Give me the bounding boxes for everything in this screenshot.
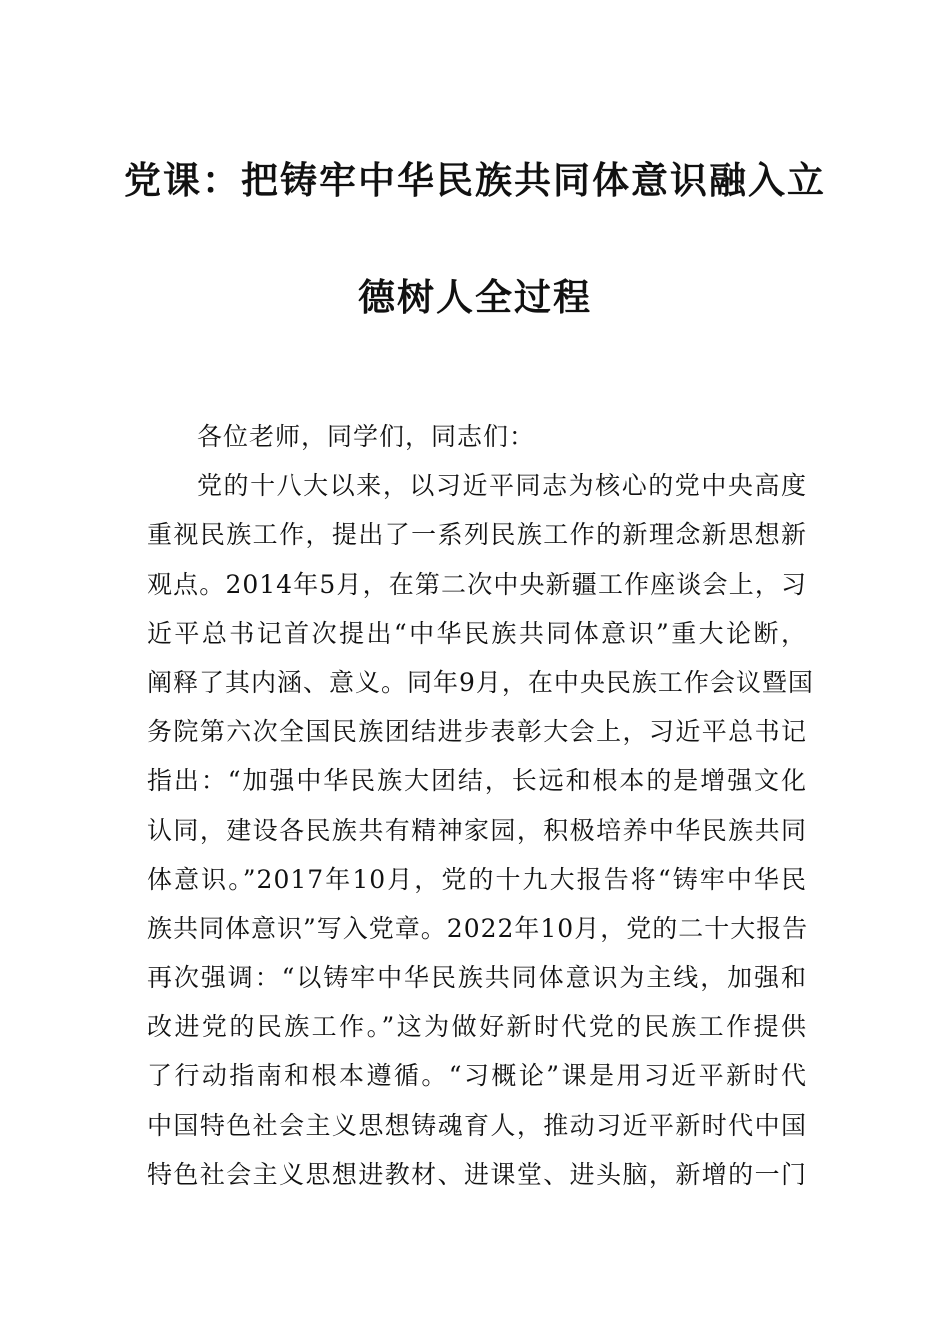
- body-line: 观点。2014年5月，在第二次中央新疆工作座谈会上，习: [147, 569, 807, 599]
- body-line: 阐释了其内涵、意义。同年9月，在中央民族工作会议暨国: [147, 667, 814, 697]
- body-line: 务院第六次全国民族团结进步表彰大会上，习近平总书记: [147, 717, 807, 747]
- body-line: 再次强调：“以铸牢中华民族共同体意识为主线，加强和: [147, 963, 807, 993]
- body-line: 党的十八大以来，以习近平同志为核心的党中央高度: [197, 471, 807, 501]
- body-line: 了行动指南和根本遵循。“习概论”课是用习近平新时代: [147, 1061, 807, 1091]
- salutation: 各位老师，同学们，同志们：: [197, 422, 536, 451]
- body-line: 特色社会主义思想进教材、进课堂、进头脑，新增的一门: [147, 1159, 807, 1189]
- document-title-line-2: 德树人全过程: [358, 275, 592, 319]
- body-line: 体意识。”2017年10月，党的十九大报告将“铸牢中华民: [147, 864, 807, 894]
- body-line: 近平总书记首次提出“中华民族共同体意识”重大论断，: [147, 618, 807, 648]
- body-line: 改进党的民族工作。”这为做好新时代党的民族工作提供: [147, 1012, 807, 1042]
- body-line: 认同，建设各民族共有精神家园，积极培养中华民族共同: [147, 815, 807, 845]
- document-title-line-1: 党课：把铸牢中华民族共同体意识融入立: [124, 158, 826, 202]
- body-line: 指出：“加强中华民族大团结，长远和根本的是增强文化: [147, 766, 807, 796]
- body-line: 中国特色社会主义思想铸魂育人，推动习近平新时代中国: [147, 1110, 807, 1140]
- body-line: 族共同体意识”写入党章。2022年10月，党的二十大报告: [147, 913, 809, 943]
- body-line: 重视民族工作，提出了一系列民族工作的新理念新思想新: [147, 520, 807, 550]
- document-body: [147, 412, 814, 1199]
